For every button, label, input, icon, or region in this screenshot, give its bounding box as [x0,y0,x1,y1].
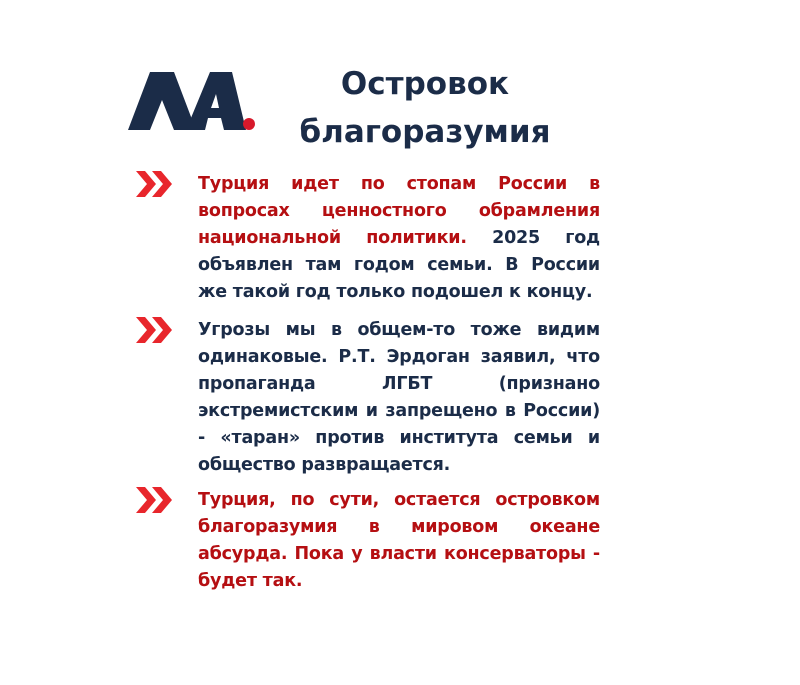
bullet-body: 2025 год объявлен там годом семьи. В России же такой год только подошел к концу. [198,228,600,302]
bullet-highlight: Турция, по сути, остается островком благоразумия в мировом океане абсурда. Пока у власти консерваторы - будет так. [198,490,600,591]
bullet-body: Угрозы мы в общем-то тоже видим одинаковые. Р.Т. Эрдоган заявил, что пропаганда ЛГБТ (признано экстремистским и запрещено в России) - «таран» против института семьи и общество развращается. [198,320,600,475]
bullet-highlight: Турция идет по стопам России в вопросах ценностного обрамления национальной политики. [198,174,600,248]
double-chevron-right-icon [136,487,174,513]
double-chevron-right-icon [136,171,174,197]
title-line-1: Островок [340,66,510,102]
bullet-text [198,317,600,479]
double-chevron-right-icon [136,317,174,343]
bullet-text [198,487,600,595]
title-line-2: благоразумия [299,114,551,150]
bullet-text [198,171,600,306]
